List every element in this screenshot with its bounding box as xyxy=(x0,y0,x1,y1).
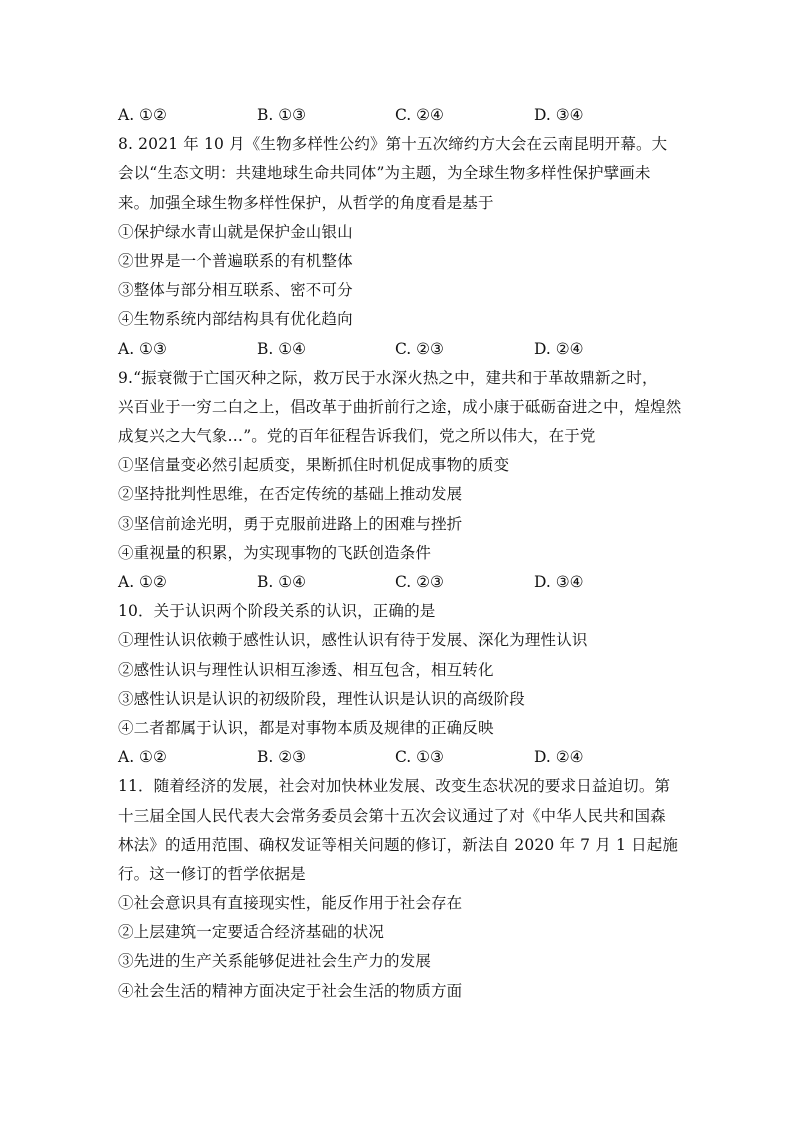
q8-option-d: D. ②④ xyxy=(534,339,584,358)
q10-stem-line: 10．关于认识两个阶段关系的认识，正确的是 xyxy=(118,602,436,621)
q10-option-c: C. ①③ xyxy=(395,748,444,767)
q8-options xyxy=(118,335,683,364)
q8-stem-line: 来。加强全球生物多样性保护，从哲学的角度看是基于 xyxy=(118,193,494,212)
q9-statement-3: ③坚信前途光明，勇于克服前进路上的困难与挫折 xyxy=(118,514,463,533)
q10-option-a: A. ①② xyxy=(118,748,167,767)
q11-stem-line: 林法》的适用范围、确权发证等相关问题的修订，新法自 2020 年 7 月 1 日起施 xyxy=(118,835,679,854)
q11-stem-line: 11．随着经济的发展，社会对加快林业发展、改变生态状况的要求日益迫切。第 xyxy=(118,777,671,796)
q10-statement-3: ③感性认识是认识的初级阶段，理性认识是认识的高级阶段 xyxy=(118,689,525,708)
q8-statement-1: ①保护绿水青山就是保护金山银山 xyxy=(118,222,353,241)
q9-option-b: B. ①④ xyxy=(257,573,307,591)
q10-statement-2: ②感性认识与理性认识相互渗透、相互包含，相互转化 xyxy=(118,660,494,679)
q9-stem-line: 成复兴之大气象…”。党的百年征程告诉我们，党之所以伟大，在于党 xyxy=(118,427,596,446)
q9-stem-line: 9.“振衰微于亡国灭种之际，救万民于水深火热之中，建共和于革故鼎新之时， xyxy=(118,368,658,387)
q11-statement-2: ②上层建筑一定要适合经济基础的状况 xyxy=(118,923,385,942)
q9-stem-line: 兴百业于一穷二白之上，倡改革于曲折前行之途，成小康于砥砺奋进之中，煌煌然 xyxy=(118,397,682,416)
q10-statement-4: ④二者都属于认识，都是对事物本质及规律的正确反映 xyxy=(118,718,494,737)
q9-statement-1: ①坚信量变必然引起质变，果断抓住时机促成事物的质变 xyxy=(118,456,510,475)
q11-statement-1: ①社会意识具有直接现实性，能反作用于社会存在 xyxy=(118,894,463,913)
question-content xyxy=(118,101,683,1006)
q8-stem-line: 8. 2021 年 10 月《生物多样性公约》第十五次缔约方大会在云南昆明开幕。大 xyxy=(118,135,668,154)
q8-option-a: A. ①③ xyxy=(118,339,167,358)
q7-option-d: D. ③④ xyxy=(534,106,584,124)
q7-option-b: B. ①③ xyxy=(257,106,307,124)
q8-option-c: C. ②③ xyxy=(395,339,444,358)
question-10 xyxy=(118,597,683,772)
question-8 xyxy=(118,130,683,364)
q11-stem-line: 行。这一修订的哲学依据是 xyxy=(118,864,306,883)
question-9 xyxy=(118,364,683,598)
q9-statement-2: ②坚持批判性思维，在否定传统的基础上推动发展 xyxy=(118,485,463,504)
q7-options xyxy=(118,101,683,130)
q9-option-a: A. ①② xyxy=(118,573,167,591)
q11-stem-line: 十三届全国人民代表大会常务委员会第十五次会议通过了对《中华人民共和国森 xyxy=(118,806,666,825)
q10-option-b: B. ②③ xyxy=(257,748,307,767)
q8-statement-4: ④生物系统内部结构具有优化趋向 xyxy=(118,310,353,329)
q9-options xyxy=(118,568,683,597)
q11-statement-4: ④社会生活的精神方面决定于社会生活的物质方面 xyxy=(118,981,463,1000)
q9-option-d: D. ③④ xyxy=(534,573,584,591)
q8-statement-3: ③整体与部分相互联系、密不可分 xyxy=(118,281,353,300)
q8-stem-line: 会以“生态文明：共建地球生命共同体”为主题，为全球生物多样性保护擘画未 xyxy=(118,164,651,183)
q10-options xyxy=(118,743,683,772)
q8-statement-2: ②世界是一个普遍联系的有机整体 xyxy=(118,251,353,270)
q9-statement-4: ④重视量的积累，为实现事物的飞跃创造条件 xyxy=(118,543,432,562)
q9-option-c: C. ②③ xyxy=(395,573,444,591)
q7-option-a: A. ①② xyxy=(118,106,167,124)
question-11 xyxy=(118,772,683,1006)
q11-statement-3: ③先进的生产关系能够促进社会生产力的发展 xyxy=(118,952,432,971)
q10-option-d: D. ②④ xyxy=(534,748,584,767)
q7-option-c: C. ②④ xyxy=(395,106,444,124)
q8-option-b: B. ①④ xyxy=(257,339,307,358)
q10-statement-1: ①理性认识依赖于感性认识，感性认识有待于发展、深化为理性认识 xyxy=(118,631,588,650)
